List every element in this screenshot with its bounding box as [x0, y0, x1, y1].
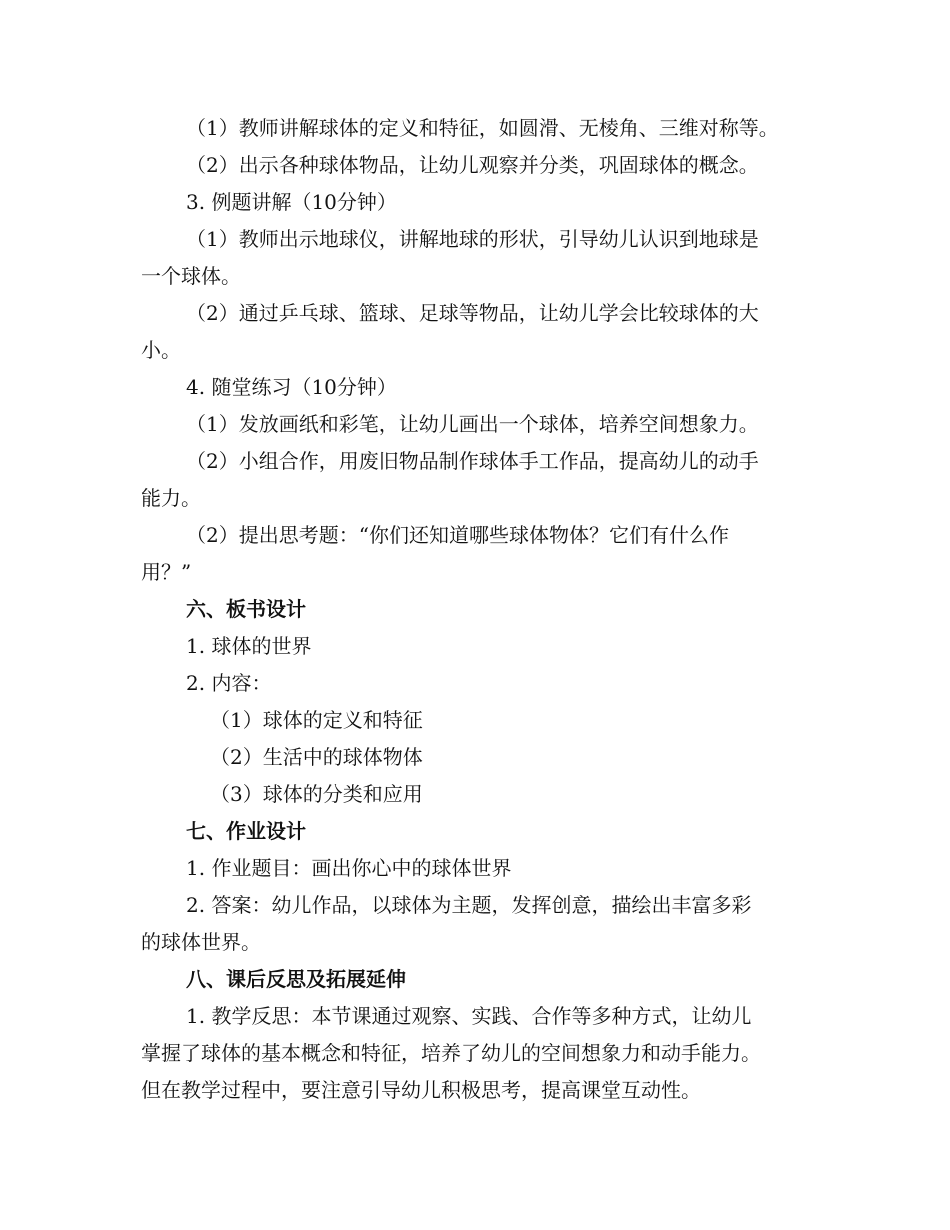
- paragraph-line: 小。: [141, 338, 181, 362]
- list-item: 1. 教学反思：本节课通过观察、实践、合作等多种方式，让幼儿: [186, 1004, 752, 1028]
- section-item: 3. 例题讲解（10分钟）: [186, 190, 397, 214]
- paragraph-line: （1）教师讲解球体的定义和特征，如圆滑、无棱角、三维对称等。: [186, 116, 779, 140]
- paragraph-line: 能力。: [141, 486, 201, 510]
- list-item: 2. 答案：幼儿作品，以球体为主题，发挥创意，描绘出丰富多彩: [186, 893, 752, 917]
- paragraph-line: 用？”: [141, 560, 192, 584]
- sub-list-item: （3）球体的分类和应用: [210, 782, 423, 806]
- paragraph-line: 的球体世界。: [141, 930, 261, 954]
- paragraph-line: 但在教学过程中，要注意引导幼儿积极思考，提高课堂互动性。: [141, 1078, 701, 1102]
- paragraph-line: （1）发放画纸和彩笔，让幼儿画出一个球体，培养空间想象力。: [186, 412, 759, 436]
- paragraph-line: （2）出示各种球体物品，让幼儿观察并分类，巩固球体的概念。: [186, 153, 759, 177]
- section-heading: 七、作业设计: [186, 819, 306, 843]
- paragraph-line: （2）提出思考题：“你们还知道哪些球体物体？它们有什么作: [186, 523, 729, 547]
- list-item: 1. 球体的世界: [186, 634, 312, 658]
- paragraph-line: （2）小组合作，用废旧物品制作球体手工作品，提高幼儿的动手: [186, 449, 759, 473]
- list-item: 1. 作业题目：画出你心中的球体世界: [186, 856, 512, 880]
- section-heading: 八、课后反思及拓展延伸: [186, 967, 406, 991]
- paragraph-line: （1）教师出示地球仪，讲解地球的形状，引导幼儿认识到地球是: [186, 227, 759, 251]
- sub-list-item: （2）生活中的球体物体: [210, 745, 423, 769]
- section-heading: 六、板书设计: [186, 597, 306, 621]
- paragraph-line: （2）通过乒乓球、篮球、足球等物品，让幼儿学会比较球体的大: [186, 301, 759, 325]
- section-item: 4. 随堂练习（10分钟）: [186, 375, 397, 399]
- list-item: 2. 内容：: [186, 671, 272, 695]
- paragraph-line: 掌握了球体的基本概念和特征，培养了幼儿的空间想象力和动手能力。: [141, 1041, 761, 1065]
- paragraph-line: 一个球体。: [141, 264, 241, 288]
- sub-list-item: （1）球体的定义和特征: [210, 708, 423, 732]
